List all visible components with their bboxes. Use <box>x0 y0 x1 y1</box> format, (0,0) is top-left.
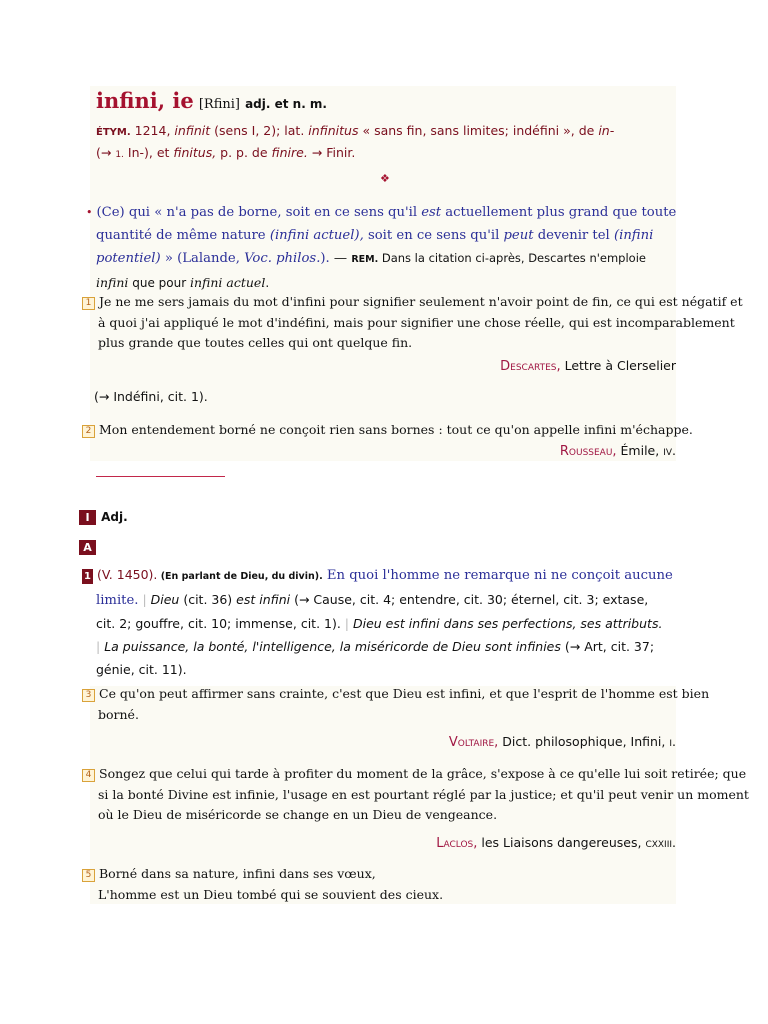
etym-label: ÉTYM. <box>96 127 131 138</box>
citation-number: 1 <box>82 297 95 310</box>
citation-5: 5 Borné dans sa nature, infini dans ses vœux, L'homme est un Dieu tombé qui se souvient des cieux. <box>82 864 676 905</box>
citation-4: 4 Songez que celui qui tarde à profiter du moment de la grâce, s'expose à ce qu'elle lui soit retirée; que si la bonté Divine est infinie, l'usage en est pourtant réglé par la justice; et qu'il peut venir un moment où le Dieu de miséricorde se change en un Dieu de vengeance. <box>82 764 676 826</box>
section-A <box>79 536 96 555</box>
section-divider <box>96 476 225 477</box>
section-label: Adj. <box>101 510 128 524</box>
bullet-icon: • <box>86 206 93 219</box>
ornament-icon: ❖ <box>380 172 390 185</box>
cross-reference-indefini[interactable]: (→ Indéfini, cit. 1). <box>94 389 208 404</box>
sense-1: 1 (V. 1450). (En parlant de Dieu, du divin). En quoi l'homme ne remarque ni ne conçoit aucune limite. | Dieu (cit. 36) est infini (→ Cause, cit. 4; entendre, cit. 30; éternel, cit. 3; extase, cit. 2; gouffre, cit. 10; immense, cit. 1). | Dieu est infini dans ses perfections, ses attributs. | La puissance, la bonté, l'intelligence, la miséricorde de Dieu sont infinies (→ Art, cit. 37; génie, cit. 11). <box>82 563 676 681</box>
author-link[interactable]: Descartes, <box>500 359 561 374</box>
pronunciation: [Rfini] <box>198 97 240 112</box>
citation-2-author: Rousseau, Émile, iv. <box>559 443 676 459</box>
citation-4-author: Laclos, les Liaisons dangereuses, cxxiii. <box>436 835 676 851</box>
author-link[interactable]: Voltaire, <box>448 735 499 750</box>
rem-label: REM. <box>351 254 379 265</box>
citation-number: 3 <box>82 689 95 702</box>
xref-finir-link[interactable]: → Finir. <box>307 145 356 160</box>
citation-2: 2 Mon entendement borné ne conçoit rien sans bornes : tout ce qu'on appelle infini m'échappe. <box>82 420 676 441</box>
headword: infini, ie <box>96 88 194 113</box>
part-of-speech: adj. et n. m. <box>245 97 327 111</box>
citation-3-author: Voltaire, Dict. philosophique, Infini, i. <box>448 734 676 750</box>
section-I <box>79 506 128 525</box>
citation-1-author: Descartes, Lettre à Clerselier <box>500 358 676 374</box>
definition: • (Ce) qui « n'a pas de borne, soit en ce sens qu'il est actuellement plus grand que toute quantité de même nature (infini actuel), soit en ce sens qu'il peut devenir tel (infini potentiel) » (Lalande, Voc. philos.). — REM. Dans la citation ci-après, Descartes n'emploie infini que pour infini actuel. <box>86 205 677 290</box>
citation-number: 5 <box>82 869 95 882</box>
headword-line <box>96 88 327 113</box>
section-number-box: I <box>79 510 96 525</box>
citation-number: 2 <box>82 425 95 438</box>
section-letter-box: A <box>79 540 96 555</box>
sense-number-box: 1 <box>82 569 93 584</box>
citation-number: 4 <box>82 769 95 782</box>
citation-1: 1 Je ne me sers jamais du mot d'infini pour signifier seulement n'avoir point de fin, ce qui est négatif et à quoi j'ai appliqué le mot d'indéfini, mais pour signifier une chose réelle, qui est incomparablement plus grande que toutes celles qui ont quelque fin. <box>82 292 676 354</box>
author-link[interactable]: Rousseau, <box>559 444 617 459</box>
etymology: ÉTYM. 1214, infinit (sens I, 2); lat. infinitus « sans fin, sans limites; indéfini », de in- (→ 1. In-), et finitus, p. p. de finire. → Finir. <box>96 123 615 160</box>
citation-3: 3 Ce qu'on peut affirmer sans crainte, c'est que Dieu est infini, et que l'esprit de l'homme est bien borné. <box>82 684 676 725</box>
author-link[interactable]: Laclos, <box>436 836 478 851</box>
